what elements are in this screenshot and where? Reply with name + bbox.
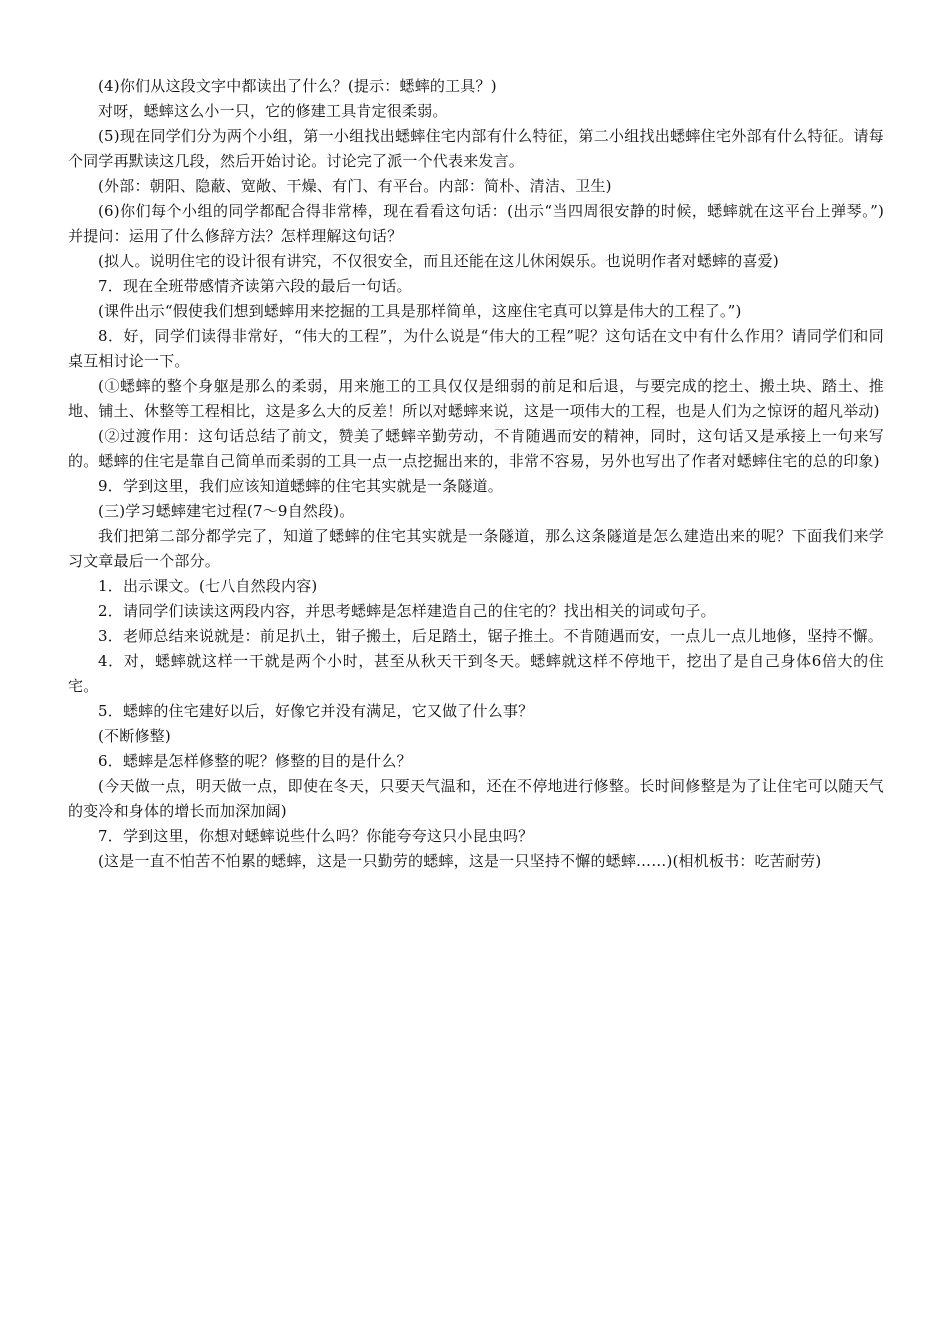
paragraph: (这是一直不怕苦不怕累的蟋蟀，这是一只勤劳的蟋蟀，这是一只坚持不懈的蟋蟀……)(相机板书：吃苦耐劳): [98, 852, 822, 870]
paragraph: 9．学到这里，我们应该知道蟋蟀的住宅其实就是一条隧道。: [98, 477, 503, 495]
paragraph: 8．好，同学们读得非常好，“伟大的工程”，为什么说是“伟大的工程”呢？这句话在文中有什么作用？请同学们和同桌互相讨论一下。: [68, 327, 884, 370]
paragraph: (6)你们每个小组的同学都配合得非常棒，现在看看这句话：(出示“当四周很安静的时候，蟋蟀就在这平台上弹琴。”)并提问：运用了什么修辞方法？怎样理解这句话？: [68, 202, 884, 245]
paragraph: (拟人。说明住宅的设计很有讲究，不仅很安全，而且还能在这儿休闲娱乐。也说明作者对蟋蟀的喜爱): [98, 252, 779, 270]
paragraph: 7．学到这里，你想对蟋蟀说些什么吗？你能夸夸这只小昆虫吗？: [98, 827, 534, 845]
paragraph: 3．老师总结来说就是：前足扒土，钳子搬土，后足踏土，锯子推土。不肯随遇而安，一点儿一点儿地修，坚持不懈。: [98, 627, 883, 645]
paragraph: 1．出示课文。(七八自然段内容): [98, 577, 318, 595]
section-heading: (三)学习蟋蟀建宅过程(7～9自然段)。: [98, 502, 355, 520]
paragraph: (②过渡作用：这句话总结了前文，赞美了蟋蟀辛勤劳动，不肯随遇而安的精神，同时，这句话又是承接上一句来写的。蟋蟀的住宅是靠自己简单而柔弱的工具一点一点挖掘出来的，非常不容易，另外也写出了作者对蟋蟀住宅的总的印象): [68, 427, 884, 470]
paragraph: 我们把第二部分都学完了，知道了蟋蟀的住宅其实就是一条隧道，那么这条隧道是怎么建造出来的呢？下面我们来学习文章最后一个部分。: [68, 527, 884, 570]
paragraph: (①蟋蟀的整个身躯是那么的柔弱，用来施工的工具仅仅是细弱的前足和后退，与要完成的挖土、搬土块、踏土、推地、铺土、休整等工程相比，这是多么大的反差！所以对蟋蟀来说，这是一项伟大的工程，也是人们为之惊讶的超凡举动): [68, 377, 884, 420]
paragraph: 4．对，蟋蟀就这样一干就是两个小时，甚至从秋天干到冬天。蟋蟀就这样不停地干，挖出了是自己身体6倍大的住宅。: [68, 652, 884, 695]
paragraph: (外部：朝阳、隐蔽、宽敞、干燥、有门、有平台。内部：简朴、清洁、卫生): [98, 177, 612, 195]
paragraph: (5)现在同学们分为两个小组，第一小组找出蟋蟀住宅内部有什么特征，第二小组找出蟋蟀住宅外部有什么特征。请每个同学再默读这几段，然后开始讨论。讨论完了派一个代表来发言。: [68, 127, 884, 170]
paragraph: 对呀，蟋蟀这么小一只，它的修建工具肯定很柔弱。: [98, 102, 448, 120]
paragraph: 5．蟋蟀的住宅建好以后，好像它并没有满足，它又做了什么事？: [98, 702, 534, 720]
paragraph: (课件出示“假使我们想到蟋蟀用来挖掘的工具是那样简单，这座住宅真可以算是伟大的工程了。”): [98, 302, 742, 320]
paragraph: (不断修整): [98, 727, 171, 745]
paragraph: (今天做一点，明天做一点，即使在冬天，只要天气温和，还在不停地进行修整。长时间修整是为了让住宅可以随天气的变冷和身体的增长而加深加阔): [68, 777, 884, 820]
paragraph: (4)你们从这段文字中都读出了什么？(提示：蟋蟀的工具？): [98, 77, 497, 95]
paragraph: 2．请同学们读读这两段内容，并思考蟋蟀是怎样建造自己的住宅的？找出相关的词或句子。: [98, 602, 716, 620]
paragraph: 7．现在全班带感情齐读第六段的最后一句话。: [98, 277, 412, 295]
lesson-text: [68, 74, 884, 874]
paragraph: 6．蟋蟀是怎样修整的呢？修整的目的是什么？: [98, 752, 412, 770]
